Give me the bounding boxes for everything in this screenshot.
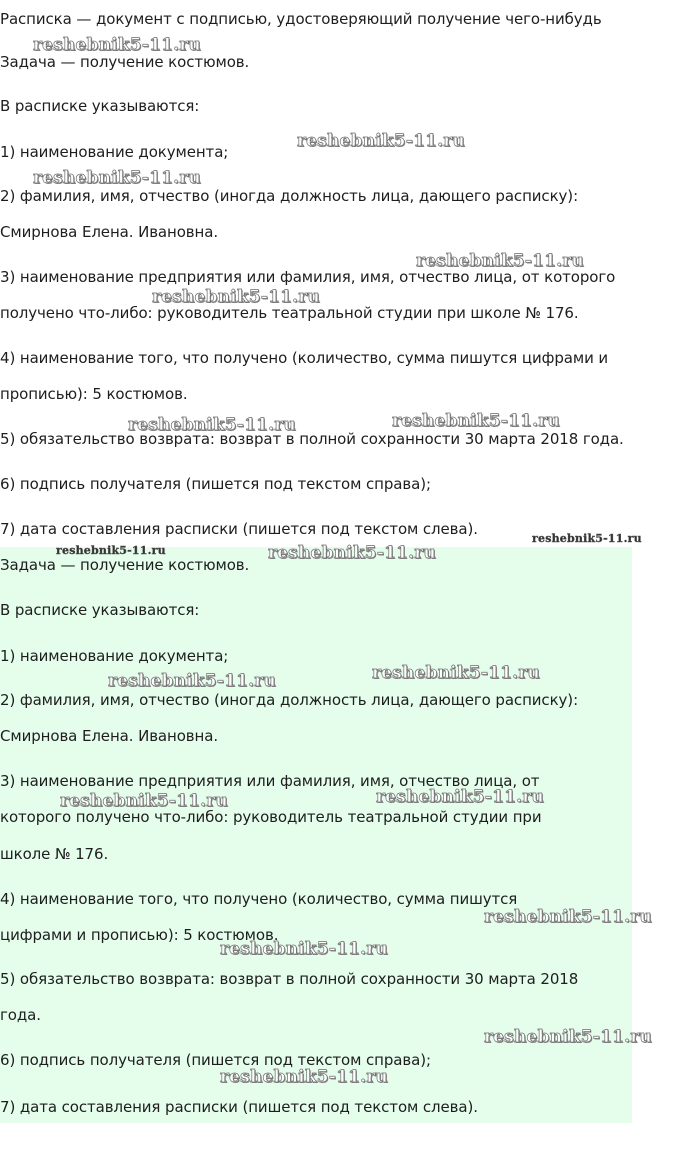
watermark: reshebnik5-11.ru [108,671,276,691]
item-2-line: 2) фамилия, имя, отчество (иногда должность лица, дающего расписку): [0,187,579,205]
answer-item-4-cont-line: цифрами и прописью): 5 костюмов. [0,926,279,944]
answer-item-6-line: 6) подпись получателя (пишется под текстом справа); [0,1051,431,1069]
item-7-line: 7) дата составления расписки (пишется под текстом слева). [0,520,478,538]
watermark: reshebnik5-11.ru [220,1067,388,1087]
watermark: reshebnik5-11.ru [33,35,201,55]
watermark: reshebnik5-11.ru [532,532,642,545]
answer-intro-line: В расписке указываются: [0,601,200,619]
watermark: reshebnik5-11.ru [372,663,540,683]
watermark: reshebnik5-11.ru [392,411,560,431]
answer-item-4-line: 4) наименование того, что получено (количество, сумма пишутся [0,890,518,908]
watermark: reshebnik5-11.ru [60,791,228,811]
answer-item-3-end-line: школе № 176. [0,845,109,863]
item-4-cont-line: прописью): 5 костюмов. [0,385,188,403]
watermark: reshebnik5-11.ru [128,415,296,435]
item-4-line: 4) наименование того, что получено (количество, сумма пишутся цифрами и [0,349,609,367]
watermark: reshebnik5-11.ru [268,543,436,563]
watermark: reshebnik5-11.ru [484,907,652,927]
answer-item-2-value-line: Смирнова Елена. Ивановна. [0,727,219,745]
answer-task-line: Задача — получение костюмов. [0,556,250,574]
answer-item-2-line: 2) фамилия, имя, отчество (иногда должность лица, дающего расписку): [0,691,579,709]
definition-line: Расписка — документ с подписью, удостоверяющий получение чего-нибудь [0,10,602,28]
watermark: reshebnik5-11.ru [152,287,320,307]
answer-item-3-line: 3) наименование предприятия или фамилия, имя, отчество лица, от [0,772,540,790]
task-line: Задача — получение костюмов. [0,53,250,71]
watermark: reshebnik5-11.ru [220,939,388,959]
item-3-cont-line: получено что-либо: руководитель театральной студии при школе № 176. [0,304,579,322]
watermark: reshebnik5-11.ru [33,168,201,188]
answer-item-5-line: 5) обязательство возврата: возврат в полной сохранности 30 марта 2018 [0,970,579,988]
item-6-line: 6) подпись получателя (пишется под текстом справа); [0,475,431,493]
answer-item-5-cont-line: года. [0,1006,41,1024]
watermark: reshebnik5-11.ru [376,787,544,807]
item-1-line: 1) наименование документа; [0,143,229,161]
answer-item-3-cont-line: которого получено что-либо: руководитель театральной студии при [0,808,542,826]
watermark: reshebnik5-11.ru [416,251,584,271]
item-5-line: 5) обязательство возврата: возврат в полной сохранности 30 марта 2018 года. [0,430,624,448]
item-3-line: 3) наименование предприятия или фамилия, имя, отчество лица, от которого [0,268,616,286]
intro-line: В расписке указываются: [0,97,200,115]
answer-item-7-line: 7) дата составления расписки (пишется под текстом слева). [0,1098,478,1116]
watermark: reshebnik5-11.ru [484,1027,652,1047]
item-2-value-line: Смирнова Елена. Ивановна. [0,223,219,241]
watermark: reshebnik5-11.ru [297,131,465,151]
watermark: reshebnik5-11.ru [56,544,166,557]
answer-item-1-line: 1) наименование документа; [0,647,229,665]
